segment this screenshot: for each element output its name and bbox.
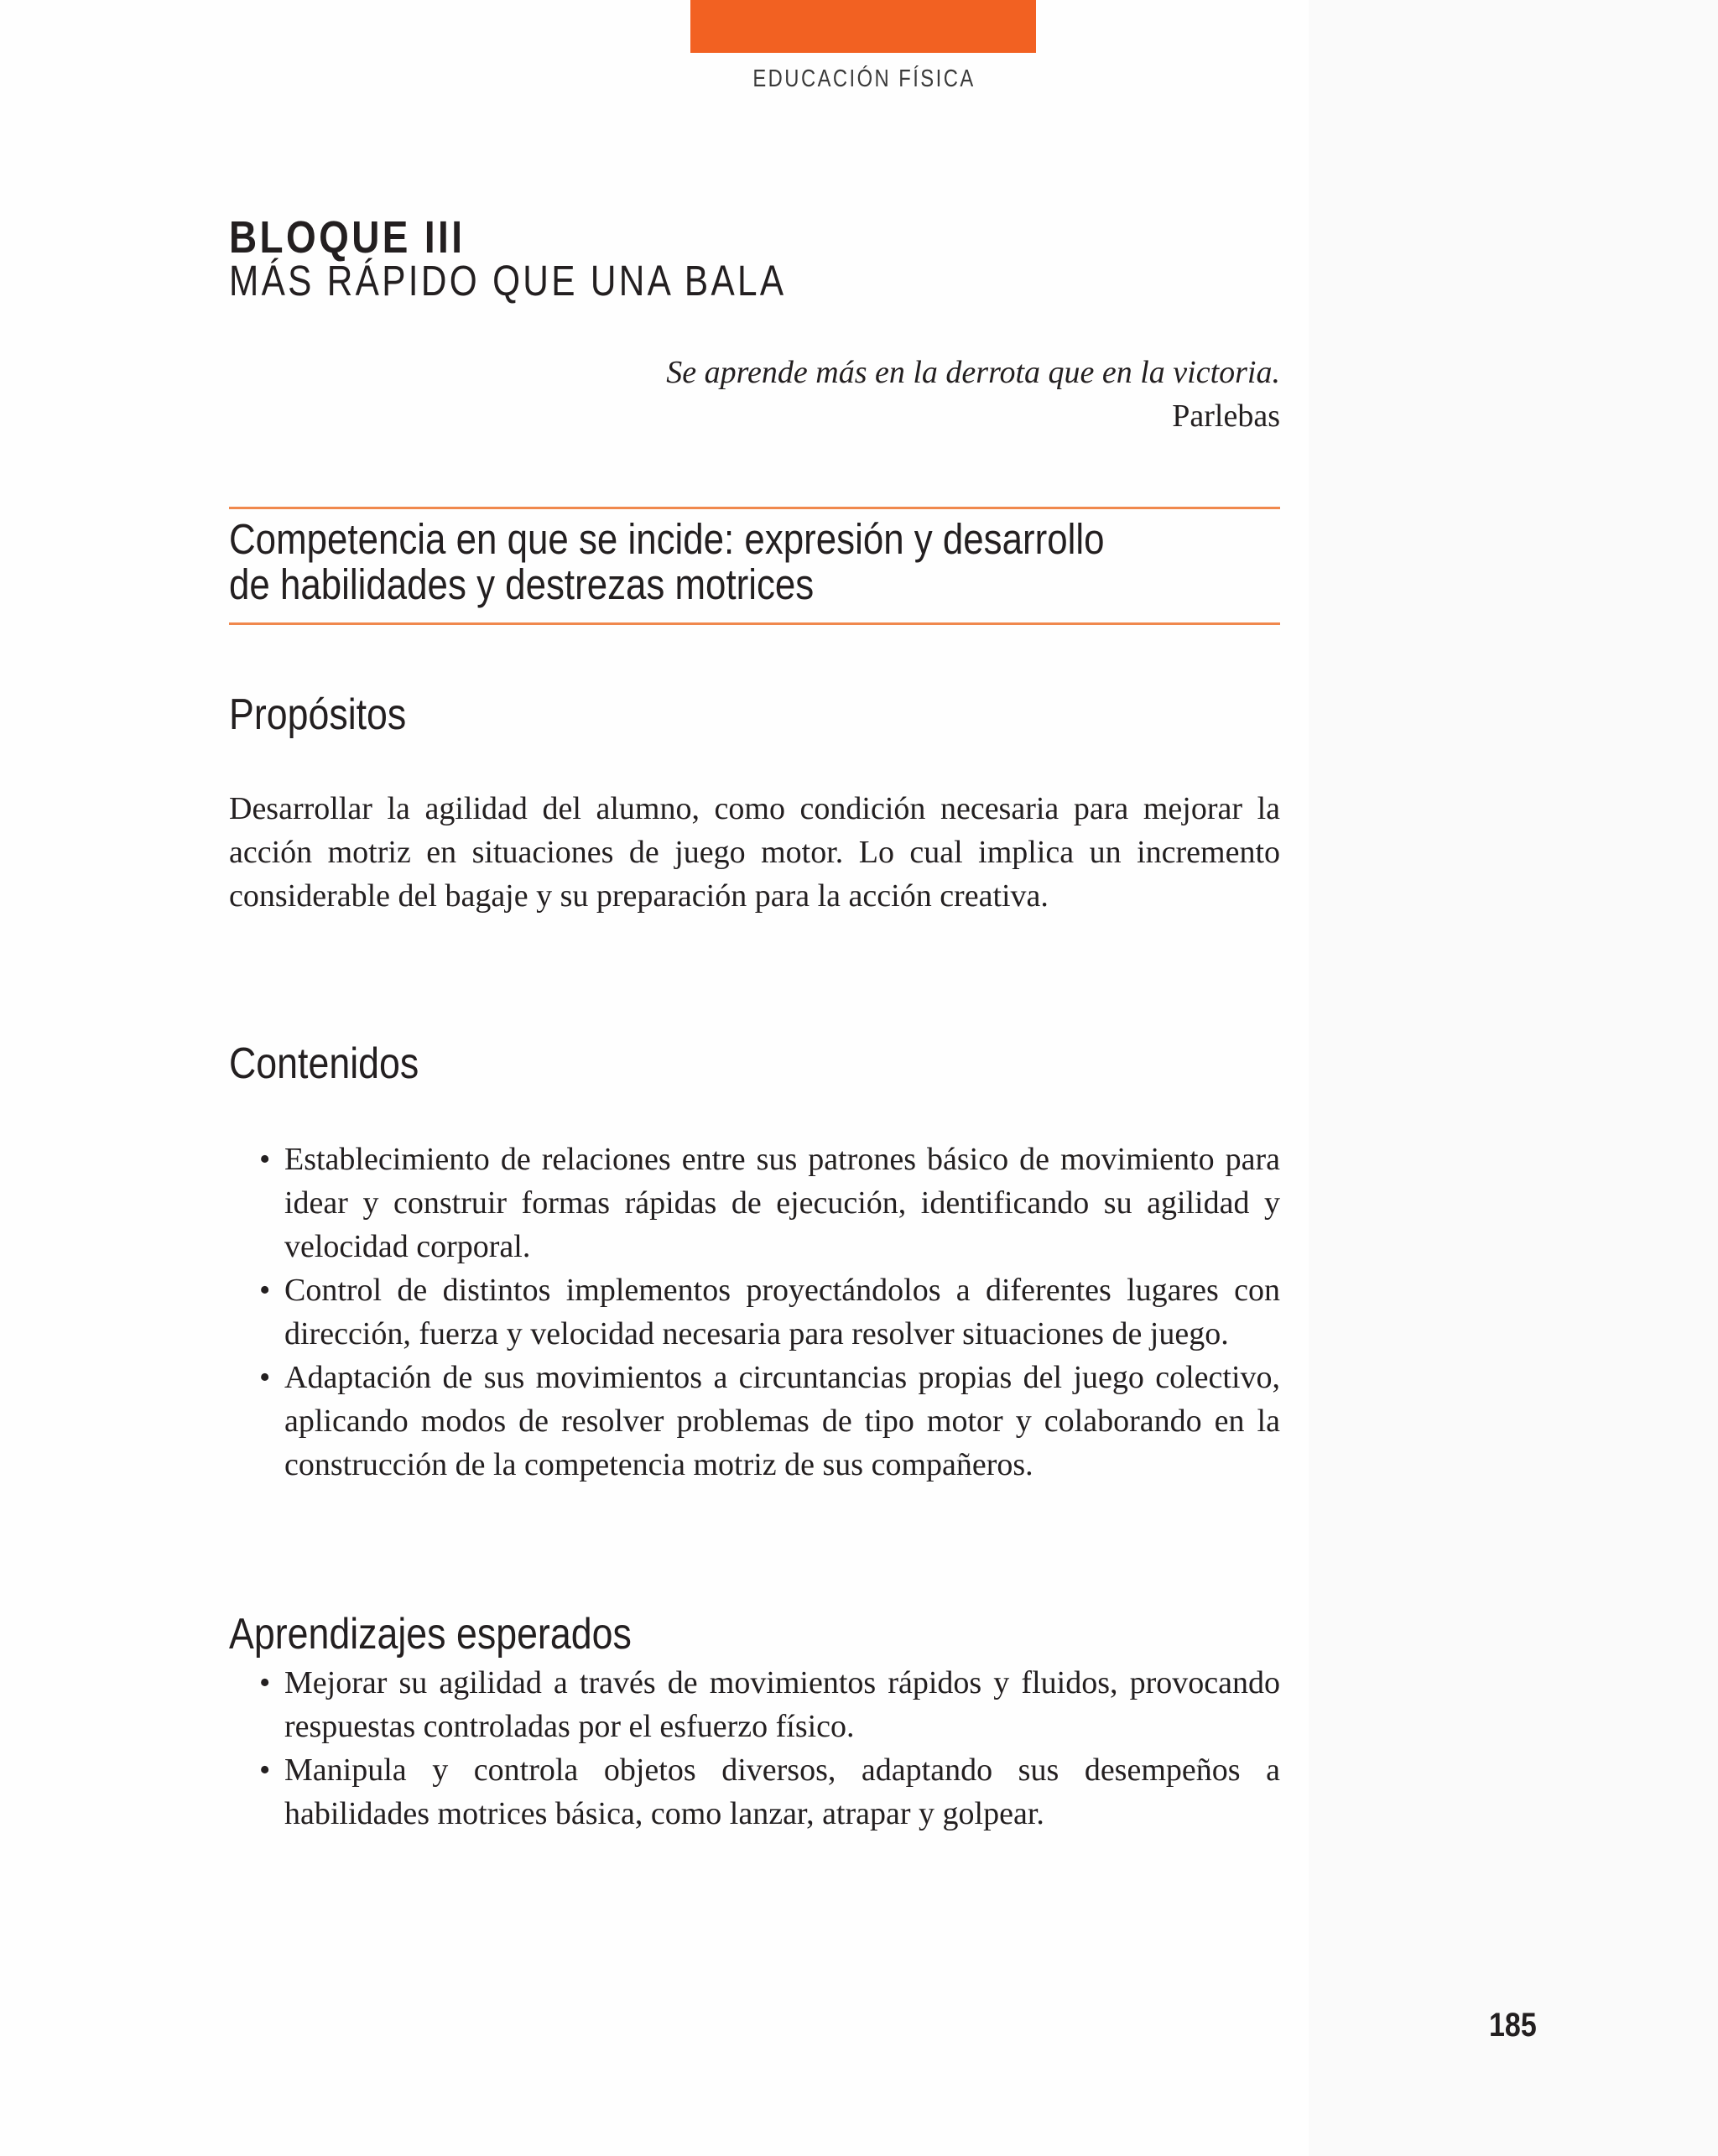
block-label: BLOQUE III — [229, 212, 466, 263]
propositos-text: Desarrollar la agilidad del alumno, como condición necesaria para mejorar la acción motriz en situaciones de juego motor. Lo cual implica un incremento considerable del bagaje y su preparación para la acción creativa. — [229, 791, 1280, 914]
running-head: EDUCACIÓN FÍSICA — [752, 65, 976, 92]
list-item — [229, 1138, 1280, 1268]
competencia-line-2: de habilidades y destrezas motrices — [229, 560, 815, 608]
page-number: 185 — [1489, 2007, 1537, 2044]
list-item — [229, 1356, 1280, 1487]
list-item — [229, 1748, 1280, 1836]
aprendizajes-list — [229, 1661, 1280, 1836]
list-item-text: Mejorar su agilidad a través de movimientos rápidos y fluidos, provocando respuestas controladas por el esfuerzo físico. — [284, 1665, 1280, 1744]
bullet-icon: • — [259, 1142, 271, 1177]
propositos-heading: Propósitos — [229, 690, 407, 739]
competencia-line-1: Competencia en que se incide: expresión y desarrollo — [229, 515, 1105, 563]
list-item-text: Establecimiento de relaciones entre sus patrones básico de movimiento para idear y construir formas rápidas de ejecución, identificando su agilidad y velocidad corporal. — [284, 1142, 1280, 1264]
list-item — [229, 1661, 1280, 1748]
epigraph-author: Parlebas — [1172, 398, 1280, 434]
bullet-icon: • — [259, 1360, 271, 1395]
competencia-top-rule — [229, 507, 1280, 509]
competencia-heading — [229, 517, 1105, 607]
competencia-bottom-rule — [229, 622, 1280, 625]
bullet-icon: • — [259, 1752, 271, 1788]
epigraph — [587, 351, 1280, 438]
page-edge-shade — [1309, 0, 1718, 2156]
header-color-tab — [690, 0, 1036, 53]
epigraph-quote: Se aprende más en la derrota que en la victoria. — [666, 355, 1280, 390]
list-item-text: Control de distintos implementos proyectándolos a diferentes lugares con dirección, fuerza y velocidad necesaria para resolver situaciones de juego. — [284, 1273, 1280, 1351]
contenidos-list — [229, 1138, 1280, 1487]
block-title: MÁS RÁPIDO QUE UNA BALA — [229, 257, 787, 305]
bullet-icon: • — [259, 1665, 271, 1700]
bullet-icon: • — [259, 1273, 271, 1308]
aprendizajes-heading: Aprendizajes esperados — [229, 1610, 632, 1659]
list-item — [229, 1268, 1280, 1356]
contenidos-heading: Contenidos — [229, 1039, 419, 1088]
list-item-text: Adaptación de sus movimientos a circuntancias propias del juego colectivo, aplicando modos de resolver problemas de tipo motor y colaborando en la construcción de la competencia motriz de sus compañeros. — [284, 1360, 1280, 1482]
list-item-text: Manipula y controla objetos diversos, adaptando sus desempeños a habilidades motrices básica, como lanzar, atrapar y golpear. — [284, 1752, 1280, 1831]
